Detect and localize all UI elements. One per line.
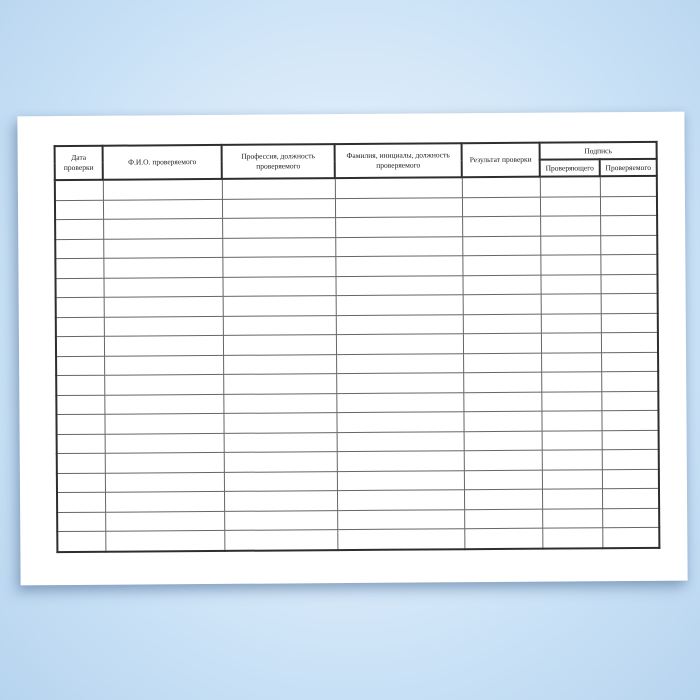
empty-cell — [104, 296, 223, 316]
empty-cell — [223, 374, 336, 394]
empty-cell — [541, 391, 601, 411]
empty-cell — [540, 255, 600, 275]
empty-cell — [103, 179, 222, 200]
empty-cell — [602, 527, 659, 547]
empty-cell — [56, 278, 104, 298]
empty-cell — [222, 218, 335, 238]
empty-cell — [104, 394, 223, 414]
table-header — [55, 142, 657, 180]
empty-cell — [601, 371, 658, 391]
empty-cell — [224, 432, 337, 452]
empty-cell — [55, 239, 103, 259]
empty-cell — [335, 197, 462, 217]
empty-cell — [57, 473, 105, 493]
col-header-person-name: Ф.И.О. проверяемого — [103, 145, 222, 180]
empty-cell — [105, 491, 224, 511]
empty-cell — [600, 196, 657, 216]
empty-cell — [337, 509, 464, 529]
empty-cell — [541, 333, 601, 353]
empty-cell — [103, 218, 222, 238]
empty-cell — [541, 294, 601, 314]
empty-cell — [335, 177, 462, 198]
empty-cell — [55, 219, 103, 239]
col-header-result: Результат проверки — [462, 143, 540, 178]
empty-cell — [105, 452, 224, 472]
empty-cell — [464, 470, 542, 490]
empty-cell — [600, 215, 657, 235]
empty-cell — [335, 236, 462, 256]
empty-cell — [222, 198, 335, 218]
empty-cell — [224, 471, 337, 491]
empty-cell — [336, 373, 463, 393]
empty-cell — [224, 510, 337, 530]
empty-cell — [224, 530, 337, 551]
empty-cell — [463, 314, 541, 334]
col-header-profession: Профессия, должность проверяемого — [222, 144, 335, 179]
empty-cell — [462, 216, 540, 236]
inspection-log-table — [54, 141, 661, 553]
empty-cell — [462, 197, 540, 217]
empty-cell — [336, 295, 463, 315]
empty-cell — [105, 472, 224, 492]
empty-cell — [602, 508, 659, 528]
empty-cell — [600, 235, 657, 255]
empty-cell — [56, 414, 104, 434]
empty-cell — [222, 237, 335, 257]
empty-cell — [462, 177, 540, 198]
empty-cell — [464, 450, 542, 470]
empty-cell — [540, 216, 600, 236]
empty-cell — [602, 488, 659, 508]
empty-cell — [600, 274, 657, 294]
empty-cell — [336, 353, 463, 373]
empty-cell — [103, 257, 222, 277]
empty-cell — [105, 511, 224, 531]
empty-cell — [463, 411, 541, 431]
empty-cell — [224, 452, 337, 472]
empty-cell — [337, 431, 464, 451]
empty-cell — [542, 469, 602, 489]
empty-cell — [56, 317, 104, 337]
table-body — [55, 176, 660, 552]
empty-cell — [56, 395, 104, 415]
empty-cell — [57, 492, 105, 512]
empty-cell — [463, 353, 541, 373]
empty-cell — [464, 431, 542, 451]
col-header-date: Дата проверки — [55, 146, 103, 180]
empty-cell — [542, 508, 602, 528]
empty-cell — [337, 490, 464, 510]
empty-cell — [57, 531, 105, 551]
empty-cell — [223, 393, 336, 413]
empty-cell — [56, 297, 104, 317]
empty-cell — [103, 199, 222, 219]
empty-cell — [335, 256, 462, 276]
empty-cell — [105, 433, 224, 453]
empty-cell — [601, 293, 658, 313]
empty-cell — [462, 275, 540, 295]
empty-cell — [223, 413, 336, 433]
empty-cell — [223, 354, 336, 374]
empty-cell — [463, 333, 541, 353]
empty-cell — [56, 375, 104, 395]
empty-cell — [602, 430, 659, 450]
empty-cell — [104, 316, 223, 336]
empty-cell — [336, 392, 463, 412]
col-header-signature-inspector: Проверяющего — [540, 159, 600, 176]
empty-cell — [600, 176, 657, 196]
empty-cell — [55, 258, 103, 278]
empty-cell — [601, 313, 658, 333]
empty-cell — [223, 315, 336, 335]
empty-cell — [601, 410, 658, 430]
empty-cell — [104, 355, 223, 375]
empty-cell — [600, 254, 657, 274]
empty-cell — [601, 332, 658, 352]
empty-cell — [540, 196, 600, 216]
empty-cell — [337, 451, 464, 471]
empty-cell — [104, 335, 223, 355]
empty-cell — [336, 314, 463, 334]
empty-cell — [337, 529, 464, 550]
empty-cell — [224, 491, 337, 511]
empty-cell — [222, 178, 335, 199]
col-header-signature: Подпись — [540, 142, 657, 160]
empty-cell — [336, 412, 463, 432]
empty-cell — [56, 356, 104, 376]
empty-cell — [542, 528, 602, 548]
empty-cell — [223, 296, 336, 316]
empty-cell — [602, 449, 659, 469]
empty-cell — [57, 512, 105, 532]
empty-cell — [103, 238, 222, 258]
table-row — [57, 527, 659, 551]
empty-cell — [540, 274, 600, 294]
empty-cell — [542, 450, 602, 470]
empty-cell — [104, 413, 223, 433]
empty-cell — [464, 489, 542, 509]
empty-cell — [464, 509, 542, 529]
empty-cell — [464, 528, 542, 549]
document-sheet — [17, 112, 687, 586]
empty-cell — [103, 277, 222, 297]
empty-cell — [57, 453, 105, 473]
empty-cell — [337, 470, 464, 490]
empty-cell — [541, 372, 601, 392]
empty-cell — [222, 257, 335, 277]
empty-cell — [55, 200, 103, 220]
empty-cell — [55, 180, 103, 200]
empty-cell — [602, 469, 659, 489]
empty-cell — [541, 352, 601, 372]
empty-cell — [540, 176, 600, 196]
empty-cell — [540, 235, 600, 255]
empty-cell — [462, 255, 540, 275]
col-header-surname-initials: Фамилия, инициалы, должность проверяемого — [335, 143, 462, 178]
empty-cell — [601, 352, 658, 372]
empty-cell — [601, 391, 658, 411]
col-header-signature-inspected: Проверяемого — [600, 159, 657, 176]
empty-cell — [463, 294, 541, 314]
empty-cell — [104, 374, 223, 394]
empty-cell — [463, 392, 541, 412]
empty-cell — [541, 411, 601, 431]
empty-cell — [542, 430, 602, 450]
empty-cell — [223, 335, 336, 355]
empty-cell — [105, 530, 224, 551]
empty-cell — [335, 217, 462, 237]
empty-cell — [336, 334, 463, 354]
empty-cell — [462, 236, 540, 256]
empty-cell — [222, 276, 335, 296]
empty-cell — [335, 275, 462, 295]
empty-cell — [56, 336, 104, 356]
empty-cell — [541, 313, 601, 333]
empty-cell — [542, 489, 602, 509]
empty-cell — [463, 372, 541, 392]
empty-cell — [57, 434, 105, 454]
